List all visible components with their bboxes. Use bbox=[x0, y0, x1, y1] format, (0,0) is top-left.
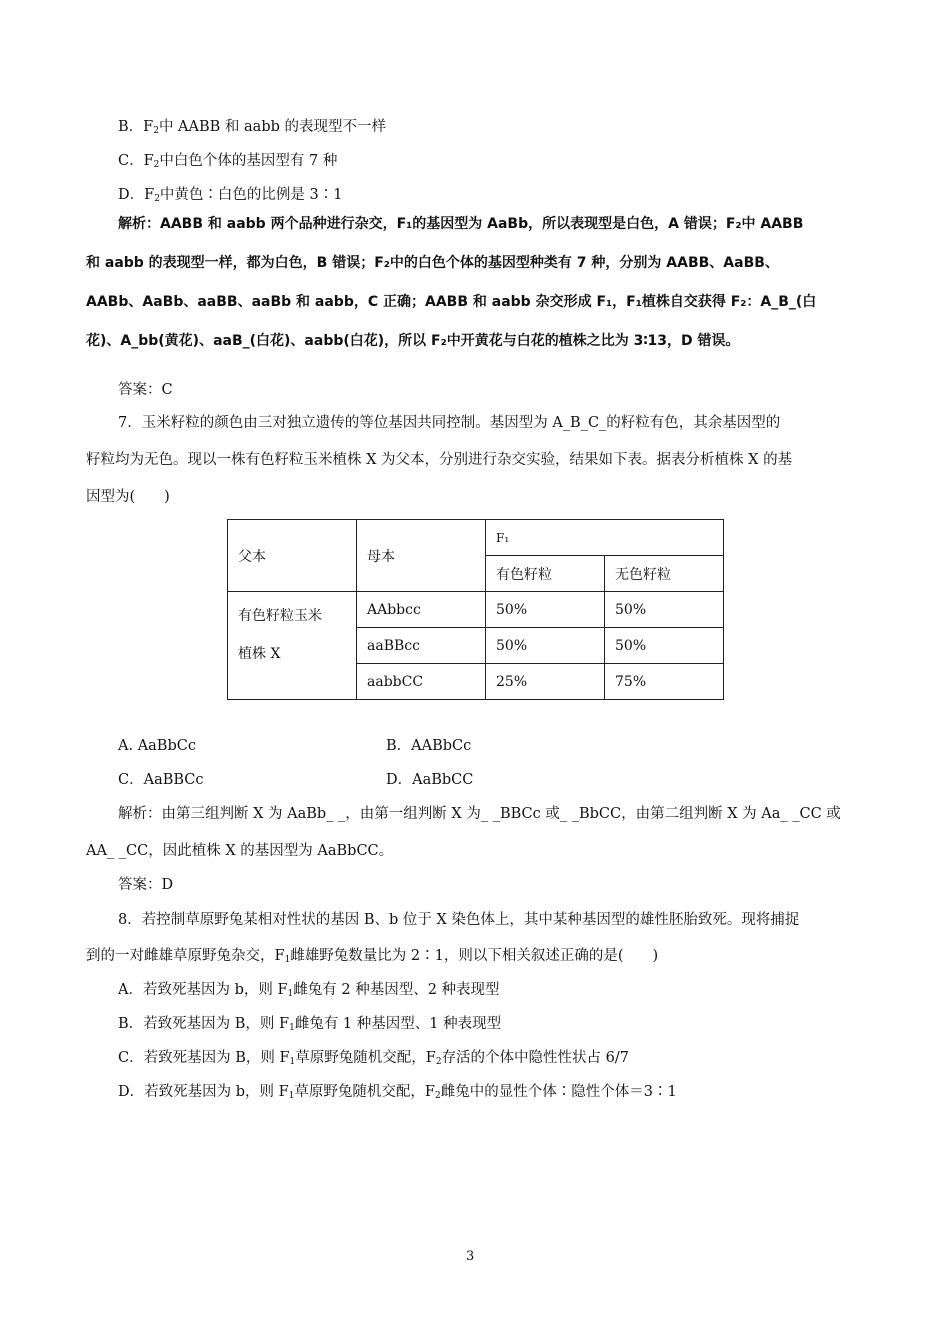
q7-option-d: D．AaBbCC bbox=[386, 772, 474, 788]
q8-option-a: A．若致死基因为 b，则 $F_1$雌兔有 2 种基因型、2 种表现型 bbox=[118, 982, 500, 999]
table-row-1-mother: AAbbcc bbox=[357, 592, 486, 628]
q8-option-d: D．若致死基因为 b，则 $F_1$草原野兔随机交配，$F_2$雌兔中的显性个体∶隐性个体＝3∶1 bbox=[118, 1084, 677, 1101]
header-father: 父本 bbox=[228, 520, 357, 592]
q6-analysis-line-3: AABb、AaBb、aaBB、aaBb 和 aabb，C 正确；AABB 和 aabb 杂交形成 F₁，F₁植株自交获得 F₂：A_B_(白 bbox=[86, 294, 817, 310]
table-row-1-colorless: 50% bbox=[605, 592, 724, 628]
table-row-3-colored: 25% bbox=[486, 664, 605, 700]
q7-analysis-line-2: AA_ _CC，因此植株 X 的基因型为 AaBbCC。 bbox=[86, 843, 394, 859]
page-number: 3 bbox=[466, 1249, 475, 1264]
table-row-3-mother: aabbCC bbox=[357, 664, 486, 700]
table-row-2-colorless: 50% bbox=[605, 628, 724, 664]
header-colorless: 无色籽粒 bbox=[605, 556, 724, 592]
father-cell bbox=[228, 592, 357, 700]
q7-stem-line-1: 7．玉米籽粒的颜色由三对独立遗传的等位基因共同控制。基因型为 A_B_C_的籽粒有色，其余基因型的 bbox=[118, 415, 781, 431]
q7-option-c: C．AaBBCc bbox=[118, 772, 204, 788]
table-row-3-colorless: 75% bbox=[605, 664, 724, 700]
q6-option-d: D．$F_2$中黄色∶白色的比例是 3∶1 bbox=[118, 187, 343, 204]
father-line-1: 有色籽粒玉米 bbox=[238, 608, 322, 624]
q7-answer: 答案：D bbox=[118, 877, 174, 893]
q7-results-table bbox=[227, 519, 724, 700]
q6-answer: 答案：C bbox=[118, 382, 173, 398]
q8-option-b: B．若致死基因为 B，则 $F_1$雌兔有 1 种基因型、1 种表现型 bbox=[118, 1016, 502, 1033]
table-row-2-mother: aaBBcc bbox=[357, 628, 486, 664]
q7-stem-line-2: 籽粒均为无色。现以一株有色籽粒玉米植株 X 为父本，分别进行杂交实验，结果如下表。据表分析植株 X 的基 bbox=[86, 452, 793, 468]
q7-stem-line-3: 因型为( ) bbox=[86, 489, 170, 505]
q6-analysis-line-4: 花)、A_bb(黄花)、aaB_(白花)、aabb(白花)，所以 F₂中开黄花与白花的植株之比为 3∶13，D 错误。 bbox=[86, 333, 740, 349]
q6-option-c: C．$F_2$中白色个体的基因型有 7 种 bbox=[118, 153, 338, 170]
q8-stem-line-1: 8．若控制草原野兔某相对性状的基因 B、b 位于 X 染色体上，其中某种基因型的雄性胚胎致死。现将捕捉 bbox=[118, 912, 800, 928]
q8-stem-line-2: 到的一对雌雄草原野兔杂交，$F_1$雌雄野兔数量比为 2∶1，则以下相关叙述正确的是( ) bbox=[86, 948, 659, 965]
table-row-2-colored: 50% bbox=[486, 628, 605, 664]
header-mother: 母本 bbox=[357, 520, 486, 592]
father-line-2: 植株 X bbox=[238, 646, 281, 662]
q7-option-b: B．AABbCc bbox=[386, 738, 472, 754]
header-f1: F₁ bbox=[486, 520, 724, 556]
q6-option-b: B．$F_2$中 AABB 和 aabb 的表现型不一样 bbox=[118, 119, 386, 136]
q6-analysis-line-1: 解析：AABB 和 aabb 两个品种进行杂交，F₁的基因型为 AaBb，所以表现型是白色，A 错误；F₂中 AABB bbox=[118, 216, 804, 232]
header-colored: 有色籽粒 bbox=[486, 556, 605, 592]
q7-analysis-line-1: 解析：由第三组判断 X 为 AaBb_ _，由第一组判断 X 为_ _BBCc 或_ _BbCC，由第二组判断 X 为 Aa_ _CC 或 bbox=[118, 806, 841, 822]
table-row-1-colored: 50% bbox=[486, 592, 605, 628]
q6-analysis-line-2: 和 aabb 的表现型一样，都为白色，B 错误；F₂中的白色个体的基因型种类有 7 种，分别为 AABB、AaBB、 bbox=[86, 255, 779, 271]
q7-option-a: A. AaBbCc bbox=[118, 738, 196, 754]
q8-option-c: C．若致死基因为 B，则 $F_1$草原野兔随机交配，$F_2$存活的个体中隐性性状占 6/7 bbox=[118, 1050, 630, 1067]
